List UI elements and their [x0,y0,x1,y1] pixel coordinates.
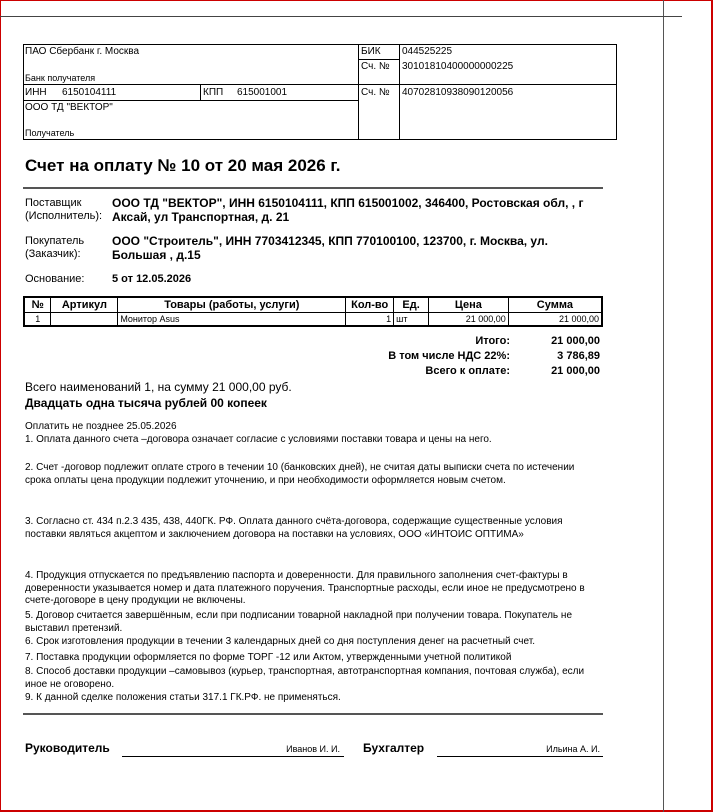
page-margin-line [663,0,664,812]
kpp-value: 615001001 [237,87,288,98]
col-header-sum: Сумма [508,297,602,313]
term-5: 5. Договор считается завершённым, если при подписании товарной накладной при получении товара. Покупатель не выставил претензий. [25,610,573,634]
supplier-details: ООО ТД "ВЕКТОР", ИНН 6150104111, КПП 615001002, 346400, Ростовская обл, , г [112,196,584,210]
total-value: 21 000,00 [551,335,600,347]
invoice-title: Счет на оплату № 10 от 20 мая 2026 г. [25,156,341,175]
basis-label: Основание: [25,273,85,285]
cell-name: Монитор Asus [118,313,346,327]
bank-name: ПАО Сбербанк г. Москва [25,46,140,57]
bank-divider [358,59,400,60]
corr-account-value: 30101810400000000225 [402,61,514,72]
bank-divider [24,100,358,101]
term-7: 7. Поставка продукции оформляется по форме ТОРГ -12 или Актом, утвержденными учетной политикой [25,652,512,663]
col-header-article: Артикул [51,297,118,313]
term-8: 8. Способ доставки продукции –самовывоз (курьер, транспортная, автотранспортная компания, почтовая служба), если иное не оговорено. [25,666,585,690]
supplier-label: Поставщик [25,197,82,209]
title-rule [23,187,603,189]
total-label: Итого: [475,335,510,347]
goods-table [23,296,603,327]
vat-value: 3 786,89 [557,350,600,362]
supplier-label-2: (Исполнитель): [25,210,103,222]
term-2: 2. Счет -договор подлежит оплате строго в течении 10 (банковских дней), не считая даты выписки счета по истечении срока оплаты цена продукции подлежит уточнению, и при необходимости оформляется новым счетом. [25,462,575,486]
buyer-details-2: Большая , д.15 [112,248,201,262]
inn-value: 6150104111 [62,87,117,98]
term-1: 1. Оплата данного счета –договора означает согласие с условиями поставки товара и цены на него. [25,434,492,445]
accountant-name: Ильина А. И. [546,744,600,754]
accountant-signature-label: Бухгалтер [363,741,425,755]
bank-divider [358,84,616,85]
col-header-goods: Товары (работы, услуги) [118,297,346,313]
vat-label: В том числе НДС 22%: [388,350,510,362]
kpp-label: КПП [203,87,224,98]
head-name: Иванов И. И. [286,744,340,754]
corr-account-label: Сч. № [361,61,390,72]
col-header-unit: Ед. [394,297,429,313]
col-header-qty: Кол-во [346,297,394,313]
col-header-num: № [24,297,51,313]
inn-label: ИНН [25,87,47,98]
due-value: 21 000,00 [551,365,600,377]
recipient-name: ООО ТД "ВЕКТОР" [25,102,113,113]
payment-deadline: Оплатить не позднее 25.05.2026 [25,421,177,432]
amount-in-words: Двадцать одна тысяча рублей 00 копеек [25,396,267,410]
term-9: 9. К данной сделке положения статьи 317.1 ГК.РФ. не применяться. [25,692,341,703]
terms-rule [23,713,603,715]
cell-sum: 21 000,00 [508,313,602,327]
items-summary: Всего наименований 1, на сумму 21 000,00 руб. [25,380,292,394]
page-header-line [0,16,682,17]
term-6: 6. Срок изготовления продукции в течении 3 календарных дней со дня поступления денег на расчетный счет. [25,636,535,647]
account-label: Сч. № [361,87,390,98]
buyer-label-2: (Заказчик): [25,248,81,260]
bik-label: БИК [361,46,381,57]
accountant-signature-line [437,756,603,757]
cell-num: 1 [24,313,51,327]
recipient-label: Получатель [25,128,75,138]
bank-details-block [23,44,617,140]
account-value: 40702810938090120056 [402,87,514,98]
buyer-label: Покупатель [25,235,85,247]
bik-value: 044525225 [402,46,453,57]
term-3: 3. Согласно ст. 434 п.2.3 435, 438, 440ГК. РФ. Оплата данного счёта-договора, содержащие существенные условия поставки являться акцептом и заключением договора на поставки на условиях, ООО «ИНТОИС ОПТИМА» [25,516,563,540]
bank-label: Банк получателя [25,73,96,83]
due-label: Всего к оплате: [425,365,510,377]
page-frame-left [0,0,1,812]
cell-qty: 1 [346,313,394,327]
table-header-row [24,297,602,313]
supplier-details-2: Аксай, ул Транспортная, д. 21 [112,210,290,224]
head-signature-line [122,756,344,757]
head-signature-label: Руководитель [25,741,110,755]
bank-divider [200,84,201,100]
cell-price: 21 000,00 [429,313,509,327]
term-4: 4. Продукция отпускается по предъявлению паспорта и доверенности. Для правильного заполнения счет-фактуры в доверенности указывается номер и дата платежного поручения. Транспортные расходы, если иное не предусмотрено в счете-договоре в цену продукции не включены. [25,570,585,606]
buyer-details: ООО "Строитель", ИНН 7703412345, КПП 770100100, 123700, г. Москва, ул. [112,234,548,248]
cell-unit: шт [394,313,429,327]
basis-value: 5 от 12.05.2026 [112,273,192,285]
cell-article [51,313,118,327]
bank-divider [24,84,358,85]
table-row [24,313,602,327]
page-frame-top [0,0,713,1]
col-header-price: Цена [429,297,509,313]
